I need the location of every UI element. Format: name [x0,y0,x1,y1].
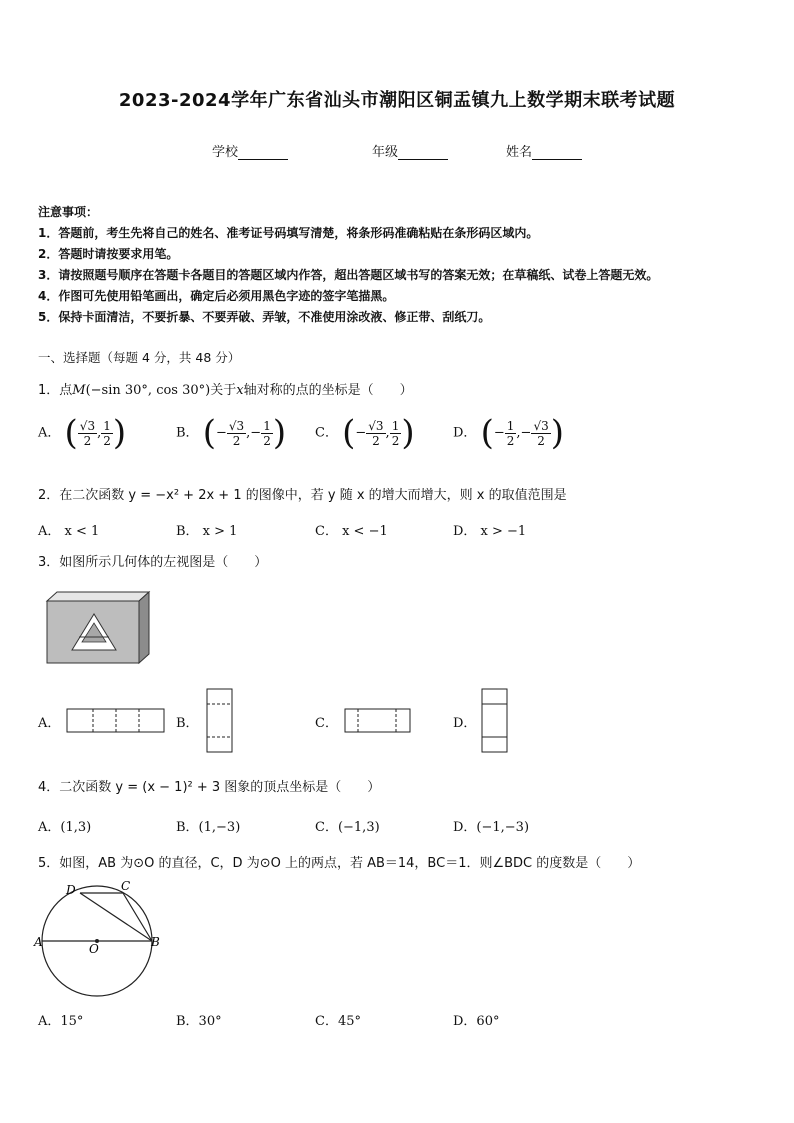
grade-label: 年级 [372,145,399,160]
q1-option-b[interactable]: B． (− $\frac{√3}{2}$ ,− $\frac{1}{2}$ ) [176,413,287,453]
q5-option-d[interactable]: D．60° [453,1014,500,1029]
fraction [101,419,113,448]
sign: − [520,425,532,441]
numerator: √3 [79,418,96,433]
left-paren: ( [342,413,356,453]
numerator: √3 [228,418,245,433]
numerator: 1 [103,418,111,433]
school-field [212,141,288,160]
denominator: 2 [372,433,380,448]
school-blank [238,145,288,160]
question-2: 2．在二次函数 y = −x² + 2x + 1 的图像中，若 y 随 x 的增大而增大，则 x 的取值范围是 [38,488,567,503]
fraction [531,419,550,448]
denominator: 2 [83,433,92,448]
q4-option-c[interactable]: C．(−1,3) [315,820,380,835]
q3-option-c-label[interactable]: C． [315,716,338,731]
question-4: 4．二次函数 y = (x − 1)² + 3 图象的顶点坐标是（ ） [38,780,381,795]
q4-option-d[interactable]: D．(−1,−3) [453,820,530,835]
question-3: 3．如图所示几何体的左视图是（ ） [38,555,268,570]
fraction [390,419,402,448]
denominator: 2 [232,433,241,448]
numerator: √3 [368,418,384,433]
q4-option-a[interactable]: A．(1,3) [38,820,92,835]
q5-option-b[interactable]: B．30° [176,1014,222,1029]
right-paren: ) [550,413,564,453]
sign: − [250,425,262,441]
q1-option-a[interactable]: A． ( $\frac{√3}{2}$ , $\frac{1}{2}$ ) [38,413,127,453]
q1-num: 1．点 [38,383,73,398]
q3-option-b-figure[interactable] [206,688,234,754]
sign: − [493,425,505,441]
name-field [506,141,582,160]
q3-option-d-label[interactable]: D． [453,716,477,731]
label-d: D [66,883,76,897]
q3-option-d-figure[interactable] [481,688,509,754]
denominator: 2 [506,433,515,448]
q1-option-d[interactable]: D． (− $\frac{1}{2}$ ,− $\frac{√3}{2}$ ) [453,413,564,453]
q1-coords: (−sin 30°, cos 30°) [85,383,211,398]
left-paren: ( [480,413,494,453]
numerator: 1 [391,418,400,433]
name-label: 姓名 [506,145,533,160]
question-1 [38,379,413,398]
option-label: B． [176,425,199,441]
q1-text: 关于 [210,383,237,398]
denominator: 2 [103,433,111,448]
label-c: C [121,879,131,893]
q1-point: M [72,383,86,398]
q5-option-a[interactable]: A．15° [38,1014,84,1029]
left-paren: ( [64,413,78,453]
section-heading: 一、选择题（每题 4 分，共 48 分） [38,350,241,365]
numerator: 1 [263,418,271,433]
q4-option-b[interactable]: B．(1,−3) [176,820,241,835]
fraction [78,419,97,448]
denominator: 2 [263,433,271,448]
label-o: O [89,942,99,956]
fraction [505,419,517,448]
q5-option-c[interactable]: C．45° [315,1014,361,1029]
q2-option-b[interactable]: B． x > 1 [176,524,238,539]
denominator: 2 [537,433,545,448]
q1-text2: 轴对称的点的坐标是（ ） [243,383,413,398]
page-title: 2023-2024学年广东省汕头市潮阳区铜盂镇九上数学期末联考试题 [118,90,676,111]
grade-field [372,141,448,160]
q2-option-c[interactable]: C． x < −1 [315,524,388,539]
q5-circle-diagram [34,878,168,1000]
school-label: 学校 [212,145,239,160]
fraction [261,419,273,448]
note-item: 5．保持卡面清洁，不要折暴、不要弄破、弄皱，不准使用涂改液、修正带、刮纸刀。 [38,310,491,324]
q3-option-a-label[interactable]: A． [38,716,61,731]
note-item: 3．请按照题号顺序在答题卡各题目的答题区域内作答，超出答题区域书写的答案无效；在草稿纸、试卷上答题无效。 [38,268,659,282]
q2-option-a[interactable]: A． x < 1 [38,524,100,539]
note-item: 4．作图可先使用铅笔画出，确定后必须用黑色字迹的签字笔描黑。 [38,289,395,303]
sign: − [355,425,367,441]
label-a: A [34,935,43,949]
q3-option-b-label[interactable]: B． [176,716,199,731]
note-item: 2．答题时请按要求用笔。 [38,247,179,261]
notes-heading: 注意事项： [38,205,99,219]
sign: − [215,425,227,441]
q3-option-a-figure[interactable] [66,708,166,734]
numerator: 1 [506,418,515,433]
question-5: 5．如图，AB 为⊙O 的直径，C，D 为⊙O 上的两点，若 AB＝14，BC＝1．则∠BDC 的度数是（ ） [38,856,641,871]
q1-axis: x [236,383,244,398]
right-paren: ) [401,413,415,453]
option-label: D． [453,425,477,441]
name-blank [532,145,582,160]
grade-blank [398,145,448,160]
denominator: 2 [391,433,400,448]
option-label: A． [38,425,61,441]
left-paren: ( [202,413,216,453]
right-paren: ) [112,413,127,453]
label-b: B [151,935,160,949]
q2-option-d[interactable]: D． x > −1 [453,524,527,539]
fraction [366,419,385,448]
fraction [227,419,246,448]
option-label: C． [315,425,338,441]
q3-option-c-figure[interactable] [344,708,412,734]
numerator: √3 [533,418,549,433]
q3-solid-figure [44,590,154,666]
note-item: 1．答题前，考生先将自己的姓名、准考证号码填写清楚，将条形码准确粘贴在条形码区域内。 [38,226,539,240]
right-paren: ) [272,413,287,453]
q1-option-c[interactable]: C． (− $\frac{√3}{2}$ , $\frac{1}{2}$ ) [315,413,415,453]
